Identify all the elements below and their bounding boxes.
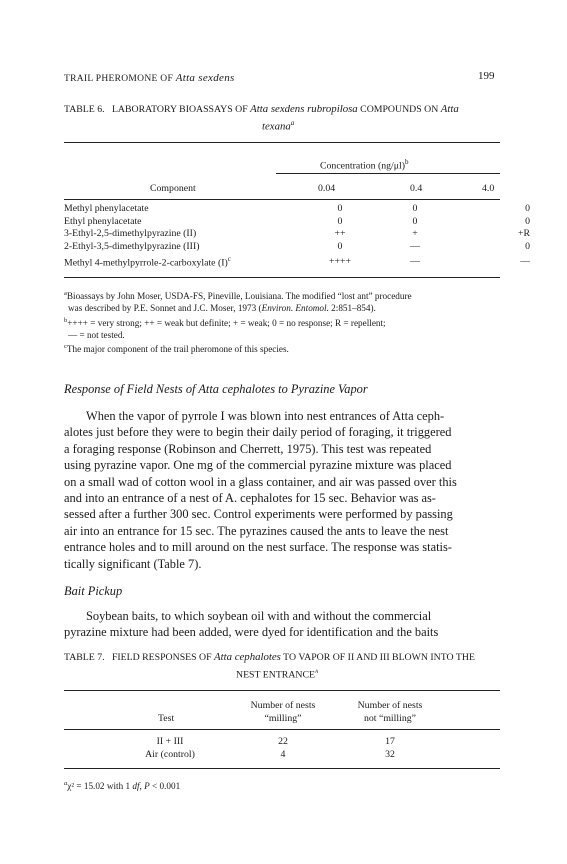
- body-line: tically significant (Table 7).: [64, 556, 202, 571]
- footnote-p: P: [144, 781, 150, 792]
- table6-caption-part: LABORATORY BIOASSAYS OF: [111, 104, 251, 115]
- cell: 0: [525, 215, 530, 227]
- table7-row2-milling: 4: [280, 749, 286, 760]
- cell: +: [412, 228, 418, 240]
- table7-row1-not: 17: [385, 736, 395, 747]
- row-label: 3-Ethyl-2,5-dimethylpyrazine (II): [64, 228, 197, 240]
- table6-caption-species: Atta sexdens rubropilosa: [250, 103, 358, 115]
- table7-caption-species: Atta cephalotes: [214, 651, 281, 663]
- page-number: 199: [478, 70, 495, 82]
- table7-col-milling: [235, 699, 331, 725]
- cell: 0: [412, 203, 418, 214]
- footnote-b: $^b$++++ = very strong; ++ = weak but definite; + = weak; 0 = no response; R = repellent;: [64, 316, 386, 328]
- footnote-marker: a: [290, 119, 295, 127]
- table-row: [64, 241, 536, 254]
- section-heading-bait-pickup: Bait Pickup: [64, 584, 123, 598]
- table6-footnotes: [64, 288, 504, 356]
- table7-caption-line2: [236, 665, 318, 681]
- footnote-marker: b: [404, 158, 409, 166]
- row-label-text: Methyl 4-methylpyrrole-2-carboxylate (I): [64, 257, 228, 269]
- cell: 0: [412, 215, 418, 227]
- table6-caption-species: Atta: [440, 103, 459, 115]
- table6-col-0-04: 0.04: [318, 183, 336, 194]
- section-heading-pyrazine-vapor: [64, 382, 368, 397]
- table6-caption: [64, 103, 500, 116]
- cell: +R: [517, 228, 530, 240]
- footnote-journal: Environ. Entomol.: [261, 302, 329, 313]
- footnote-df: df: [132, 781, 140, 792]
- body-line: pyrazine mixture had been added, were dyed for identification and the baits: [64, 625, 439, 640]
- footnote-b-text: ++++ = very strong; ++ = weak but definite; + = weak; 0 = no response; R = repellent;: [67, 317, 386, 328]
- row-label: [64, 253, 276, 270]
- footnote-b-cont: — = not tested.: [68, 329, 125, 340]
- footnote-marker: a: [315, 667, 319, 675]
- footnote-a: $^a$Bioassays by John Moser, USDA-FS, Pineville, Louisiana. The modified “lost ant” procedure: [64, 290, 412, 302]
- footnote-a-text: Bioassays by John Moser, USDA-FS, Pineville, Louisiana. The modified “lost ant” procedure: [66, 291, 412, 302]
- cell: —: [410, 255, 420, 267]
- running-header: [64, 72, 235, 84]
- table-row: [64, 216, 536, 229]
- body-line: sessed after a further 300 sec. Control experiments were performed by passing: [64, 507, 453, 522]
- heading-species: Atta cephalotes: [198, 382, 276, 396]
- section1-body: [64, 408, 500, 572]
- table6-col-4-0: 4.0: [482, 183, 495, 194]
- body-line: When the vapor of pyrrole I was blown into nest entrances of Atta ceph-: [86, 409, 445, 423]
- row-label: Methyl phenylacetate: [64, 203, 149, 214]
- table6-spanner: [320, 156, 408, 172]
- table6-top-rule: [64, 142, 500, 143]
- footnote-text: was described by P.E. Sonnet and J.C. Moser, 1973 (: [68, 302, 262, 313]
- table6-caption-part: COMPOUNDS ON: [357, 104, 441, 115]
- cell: ++++: [328, 255, 352, 267]
- table6-bottom-rule: [64, 277, 500, 278]
- table6-header-rule: [64, 199, 500, 200]
- table7-caption-part: FIELD RESPONSES OF: [111, 652, 215, 663]
- table6-label: TABLE 6.: [64, 104, 105, 115]
- footnote-a-cont: [64, 303, 504, 315]
- table7-bottom-rule: [64, 768, 500, 769]
- table7-row2-test: Air (control): [145, 749, 195, 760]
- table7-caption-part: TO VAPOR OF II AND III BLOWN INTO THE: [280, 652, 475, 663]
- cell: —: [410, 240, 420, 252]
- row-label: 2-Ethyl-3,5-dimethylpyrazine (III): [64, 240, 200, 252]
- row-label: Ethyl phenylacetate: [64, 215, 142, 227]
- footnote-text: 2:851–854).: [328, 302, 376, 313]
- col-header-line: not “milling”: [364, 713, 416, 724]
- table7-row2-not: 32: [385, 749, 395, 760]
- cell: 0: [525, 240, 530, 252]
- footnote-c-text: The major component of the trail pheromone of this species.: [66, 344, 289, 355]
- body-line: on a small wad of cotton wool in a glass container, and air was passed over this: [64, 474, 457, 489]
- body-line: alotes just before they were to begin their daily period of foraging, it triggered: [64, 425, 452, 440]
- body-line: entrance holes and to mill around on the nest surface. The response was statis-: [64, 540, 452, 555]
- table6-spanner-rule: [276, 173, 500, 174]
- table-row: [64, 203, 536, 216]
- cell: 0: [337, 240, 343, 252]
- cell: 0: [525, 203, 530, 214]
- body-line: a foraging response (Robinson and Cherrett, 1975). This test was repeated: [64, 441, 432, 456]
- table7-row1-test: II + III: [156, 736, 184, 747]
- body-line: using pyrazine vapor. One mg of the commercial pyrazine mixture was placed: [64, 458, 452, 473]
- table7-top-rule: [64, 690, 500, 691]
- footnote-marker: c: [227, 255, 231, 264]
- table6-spanner-text: Concentration (ng/μl): [320, 160, 405, 172]
- cell: ++: [334, 228, 346, 240]
- table6-col-0-4: 0.4: [410, 183, 423, 194]
- footnote-c: $^c$The major component of the trail pheromone of this species.: [64, 343, 289, 355]
- table6-caption-line2: [262, 117, 294, 134]
- running-title-prefix: TRAIL PHEROMONE OF: [64, 74, 176, 84]
- heading-text: to Pyrazine Vapor: [275, 382, 368, 396]
- table7-header-rule: [64, 729, 500, 730]
- table7-col-not-milling: [342, 699, 438, 725]
- col-header-line: “milling”: [264, 713, 302, 724]
- footnote-text: < 0.001: [149, 781, 181, 792]
- col-header-line: Number of nests: [357, 700, 423, 711]
- running-title-species: Atta sexdens: [175, 72, 235, 84]
- table-row: [64, 253, 536, 270]
- body-line: Soybean baits, to which soybean oil with and without the commercial: [86, 609, 432, 623]
- table7-caption: [64, 651, 504, 664]
- cell: 0: [337, 203, 343, 214]
- body-line: air into an entrance for 15 sec. The pyrazines caused the ants to leave the nest: [64, 523, 449, 538]
- footnote-text: ,: [139, 781, 145, 792]
- table6-col-component: Component: [150, 183, 196, 194]
- cell: 0: [337, 215, 343, 227]
- table7-row1-milling: 22: [278, 736, 288, 747]
- table-row: [64, 228, 536, 241]
- body-line: and into an entrance of a nest of A. cephalotes for 15 sec. Behavior was as-: [64, 491, 436, 506]
- table7-label: TABLE 7.: [64, 652, 105, 663]
- table7-footnote: $^a$χ² = 15.02 with 1 df, P < 0.001: [64, 780, 181, 792]
- table7-col-test: Test: [158, 713, 175, 724]
- heading-text: Response of Field Nests of: [64, 382, 199, 396]
- table6-caption-line2-text: texana: [262, 120, 291, 133]
- col-header-line: Number of nests: [250, 700, 316, 711]
- table6-body: [64, 203, 536, 270]
- cell: —: [520, 255, 530, 267]
- section2-body: [64, 608, 500, 641]
- table7-caption-line2-text: NEST ENTRANCE: [236, 669, 316, 681]
- footnote-text: χ² = 15.02 with 1: [67, 781, 133, 792]
